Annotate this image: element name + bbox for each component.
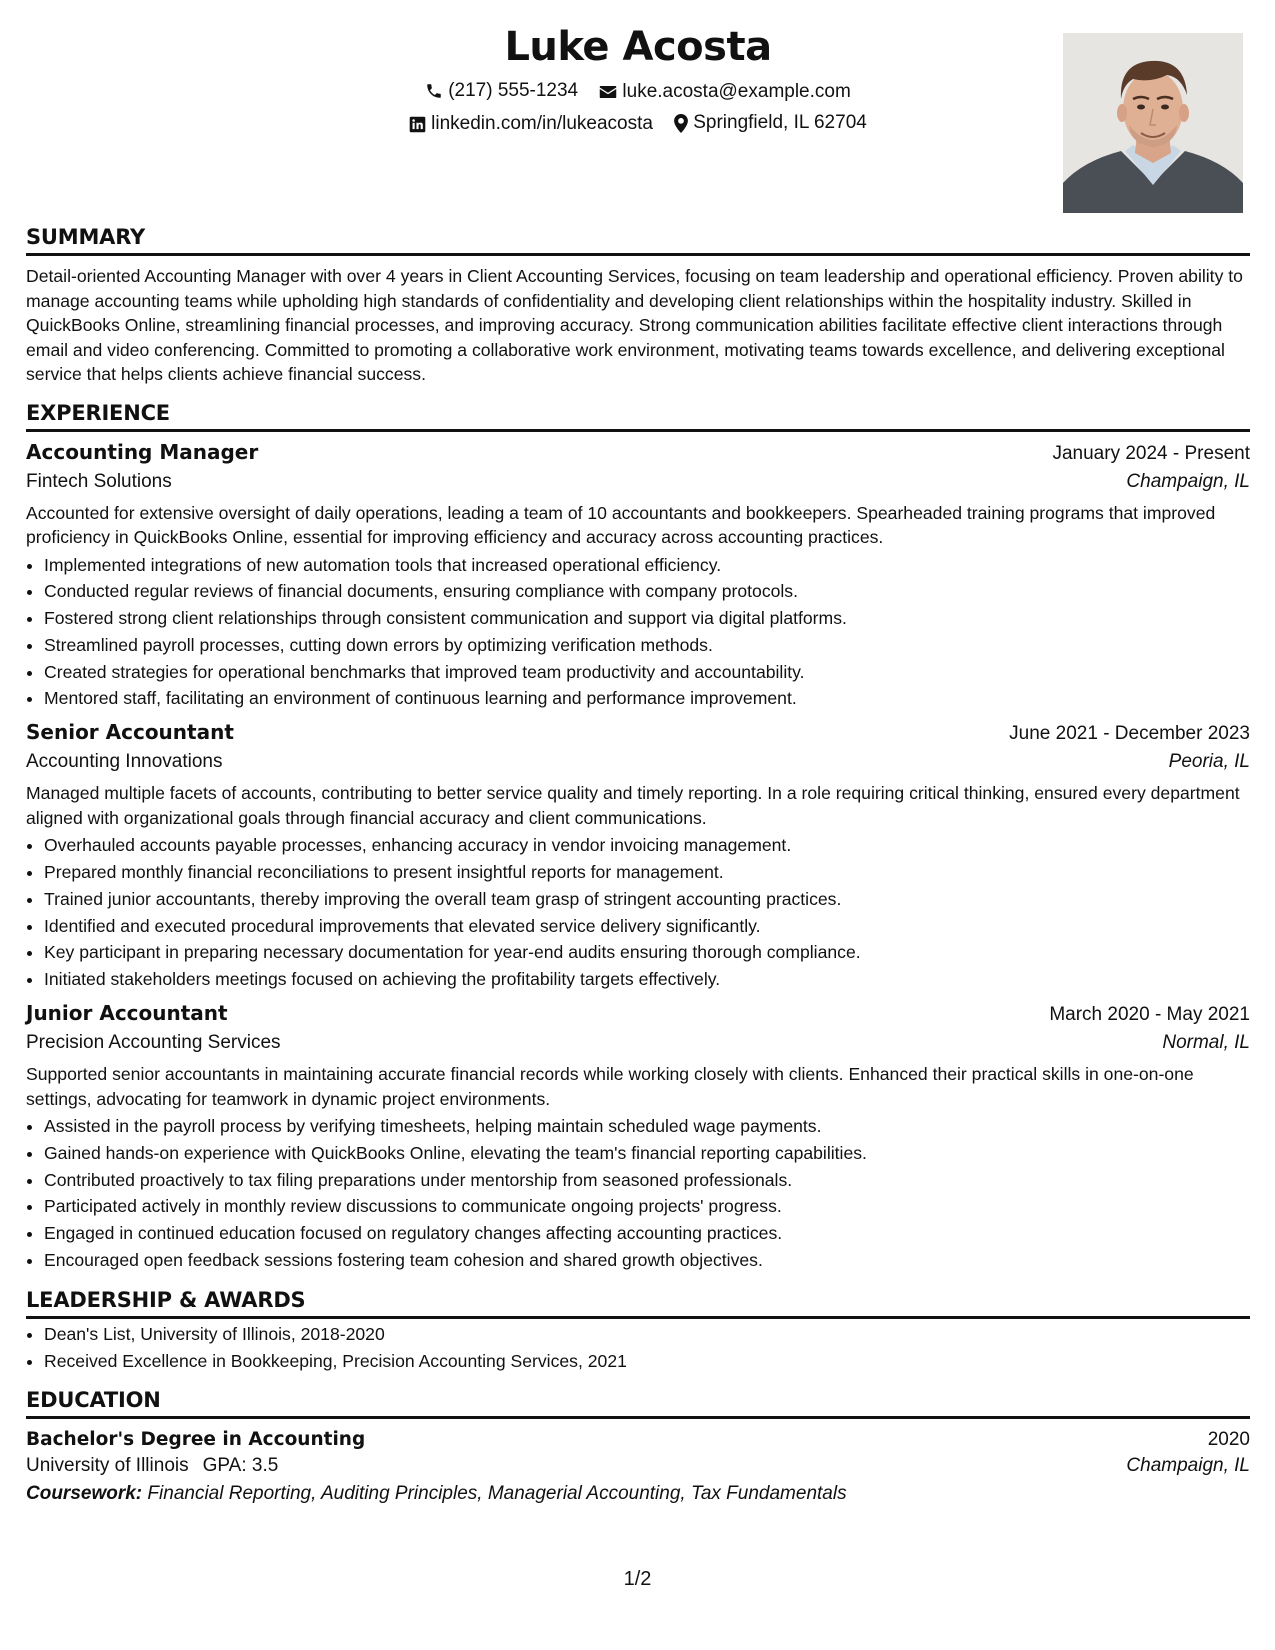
profile-photo [1063,33,1243,213]
list-item: • Engaged in continued education focused on regulatory changes affecting accounting practices. [44,1220,1250,1247]
job-dates: March 2020 - May 2021 [1049,1004,1250,1026]
summary-section [26,225,1250,387]
job-dates: June 2021 - December 2023 [1009,723,1250,745]
summary-heading: SUMMARY [26,225,1250,256]
list-item: • Received Excellence in Bookkeeping, Precision Accounting Services, 2021 [44,1348,1250,1375]
phone-number: (217) 555-1234 [448,80,579,101]
coursework-line [26,1483,1250,1505]
list-item: • Encouraged open feedback sessions fostering team cohesion and shared growth objectives. [44,1247,1250,1274]
job-bullets [26,552,1250,713]
job-description: Supported senior accountants in maintaining accurate financial records while working closely with clients. Enhanced their practical skills in one-on-one settings, advocating for teamwork in dynamic project environments. [26,1064,1194,1109]
list-item: • Implemented integrations of new automation tools that increased operational efficiency. [44,552,1250,579]
linkedin-contact[interactable] [409,113,653,135]
phone-contact [425,80,578,102]
school-location: Champaign, IL [1126,1455,1250,1477]
job-description: Accounted for extensive oversight of daily operations, leading a team of 10 accountants and bookkeepers. Spearheaded training programs that improved proficiency in QuickBooks Online, essential for improving efficiency and accuracy across accounting practices. [26,502,1216,547]
list-item: • Conducted regular reviews of financial documents, ensuring compliance with company protocols. [44,578,1250,605]
list-item: • Prepared monthly financial reconciliations to present insightful reports for management. [44,859,1250,886]
job-description: Managed multiple facets of accounts, contributing to better service quality and timely reporting. In a role requiring critical thinking, ensured every department aligned with organizational goals through financial accuracy and client communications. [26,783,1240,828]
degree-name: Bachelor's Degree in Accounting [26,1429,366,1451]
education-heading: EDUCATION [26,1388,1250,1419]
job-company: Precision Accounting Services [26,1032,281,1054]
experience-heading: EXPERIENCE [26,401,1250,432]
job-location: Peoria, IL [1168,751,1250,773]
graduation-year: 2020 [1207,1429,1250,1451]
job-bullets [26,1113,1250,1274]
job-title: Accounting Manager [26,439,259,464]
list-item: • Participated actively in monthly review discussions to communicate ongoing projects' progress. [44,1193,1250,1220]
list-item: • Trained junior accountants, thereby improving the overall team grasp of stringent accounting practices. [44,886,1250,913]
gpa: GPA: 3.5 [202,1455,279,1477]
list-item: • Fostered strong client relationships through consistent communication and support via digital platforms. [44,605,1250,632]
list-item: • Created strategies for operational benchmarks that improved team productivity and accountability. [44,659,1250,686]
list-item: • Gained hands-on experience with QuickBooks Online, elevating the team's financial reporting capabilities. [44,1140,1250,1167]
job-bullets [26,832,1250,993]
list-item: • Identified and executed procedural improvements that elevated service delivery significantly. [44,913,1250,940]
job-title: Senior Accountant [26,720,234,745]
job-dates: January 2024 - Present [1052,442,1250,464]
job-location: Normal, IL [1162,1032,1250,1054]
phone-icon [425,82,443,100]
education-section [26,1388,1250,1505]
list-item: • Initiated stakeholders meetings focused on achieving the profitability targets effectively. [44,966,1250,993]
list-item: • Overhauled accounts payable processes, enhancing accuracy in vendor invoicing management. [44,832,1250,859]
awards-list [26,1321,1250,1375]
job-company: Accounting Innovations [26,751,223,773]
portrait-illustration [1063,33,1243,213]
email-contact[interactable] [599,81,850,103]
list-item: • Mentored staff, facilitating an environment of continuous learning and performance improvement. [44,685,1250,712]
envelope-icon [599,84,617,100]
coursework-list: Financial Reporting, Auditing Principles, Managerial Accounting, Tax Fundamentals [147,1483,847,1505]
coursework-label: Coursework: [26,1483,143,1505]
list-item: • Assisted in the payroll process by verifying timesheets, helping maintain scheduled wage payments. [44,1113,1250,1140]
location-text: Springfield, IL 62704 [693,112,867,133]
linkedin-icon [409,116,426,133]
list-item: • Key participant in preparing necessary documentation for year-end audits ensuring thorough compliance. [44,939,1250,966]
job-company: Fintech Solutions [26,470,172,492]
job-entry [26,720,1250,993]
job-title: Junior Accountant [26,1001,228,1026]
list-item: • Dean's List, University of Illinois, 2018-2020 [44,1321,1250,1348]
summary-text: Detail-oriented Accounting Manager with over 4 years in Client Accounting Services, focusing on team leadership and operational efficiency. Proven ability to manage accounting teams while upholding high standards of confidentiality and developing client relationships within the hospitality industry. Skilled in QuickBooks Online, streamlining financial processes, and improving accuracy. Strong communication abilities facilitate effective client interactions through email and video conferencing. Committed to promoting a collaborative work environment, motivating teams towards excellence, and delivering exceptional service that helps clients achieve financial success. [26,266,1243,384]
email-address: luke.acosta@example.com [622,81,851,102]
location-contact [674,112,867,134]
job-location: Champaign, IL [1126,470,1250,492]
job-entry [26,440,1250,713]
list-item: • Contributed proactively to tax filing preparations under mentorship from seasoned professionals. [44,1167,1250,1194]
experience-section [26,401,1250,1274]
candidate-name: Luke Acosta [504,24,772,70]
school-line [26,1455,278,1477]
resume-header [26,20,1250,225]
list-item: • Streamlined payroll processes, cutting down errors by optimizing verification methods. [44,632,1250,659]
school-name: University of Illinois [26,1455,189,1477]
resume-page [26,20,1250,1505]
leadership-section [26,1288,1250,1375]
location-pin-icon [674,114,688,133]
leadership-heading: LEADERSHIP & AWARDS [26,1288,1250,1319]
linkedin-url: linkedin.com/in/lukeacosta [431,113,653,134]
page-number: 1/2 [623,1568,652,1590]
job-entry [26,1001,1250,1274]
